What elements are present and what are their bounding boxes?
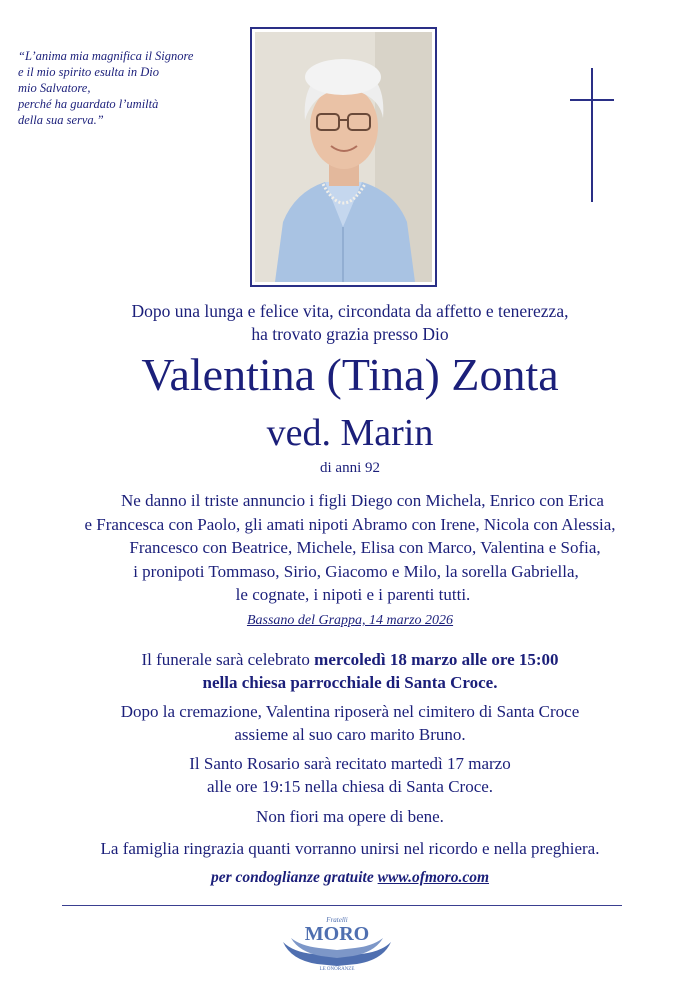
logo-name-text: MORO bbox=[304, 923, 370, 945]
announcement-line: Ne danno il triste annuncio i figli Diego con Michela, Enrico con Erica bbox=[121, 491, 604, 510]
place-date: Bassano del Grappa, 14 marzo 2026 bbox=[246, 613, 454, 628]
logo-bottom-text: LE ONORANZE bbox=[319, 967, 355, 972]
thanks-note: La famiglia ringrazia quanti vorranno unirsi nel ricordo e nella preghiera. bbox=[100, 839, 600, 858]
divider bbox=[62, 905, 622, 906]
quote-line: mio Salvatore, bbox=[18, 81, 91, 95]
funeral-where: nella chiesa parrocchiale di Santa Croce. bbox=[202, 673, 498, 692]
moro-logo bbox=[277, 912, 397, 972]
quote-line: e il mio spirito esulta in Dio bbox=[18, 65, 159, 79]
rosary-line: alle ore 19:15 nella chiesa di Santa Croce. bbox=[206, 777, 494, 796]
age: di anni 92 bbox=[320, 460, 380, 476]
cremation-line: Dopo la cremazione, Valentina riposerà nel cimitero di Santa Croce bbox=[120, 702, 580, 721]
intro-text bbox=[0, 300, 700, 346]
funeral-prefix: Il funerale sarà celebrato bbox=[141, 650, 315, 669]
rosary-line: Il Santo Rosario sarà recitato martedì 17 marzo bbox=[189, 754, 511, 773]
announcement bbox=[0, 489, 700, 607]
quote-line: della sua serva.” bbox=[18, 113, 104, 127]
condolences-prefix: per condoglianze gratuite bbox=[210, 869, 378, 886]
condolences bbox=[0, 866, 700, 889]
portrait-illustration bbox=[255, 32, 432, 282]
announcement-line: le cognate, i nipoti e i parenti tutti. bbox=[235, 585, 471, 604]
announcement-line: i pronipoti Tommaso, Sirio, Giacomo e Milo, la sorella Gabriella, bbox=[133, 561, 579, 581]
intro-line: ha trovato grazia presso Dio bbox=[251, 324, 449, 344]
bible-quote bbox=[18, 48, 243, 128]
announcement-line: Francesco con Beatrice, Michele, Elisa con Marco, Valentina e Sofia, bbox=[129, 538, 601, 557]
rosary-info bbox=[0, 752, 700, 798]
logo-top-text: Fratelli bbox=[326, 916, 348, 924]
funeral-when: mercoledì 18 marzo alle ore 15:00 bbox=[314, 650, 559, 669]
intro-line: Dopo una lunga e felice vita, circondata da affetto e tenerezza, bbox=[131, 301, 569, 321]
cremation-line: assieme al suo caro marito Bruno. bbox=[234, 725, 466, 744]
condolences-link[interactable]: www.ofmoro.com bbox=[377, 869, 490, 886]
funeral-info bbox=[0, 648, 700, 694]
deceased-name: Valentina (Tina) Zonta bbox=[141, 349, 559, 400]
announcement-line: e Francesca con Paolo, gli amati nipoti Abramo con Irene, Nicola con Alessia, bbox=[84, 514, 616, 534]
quote-line: “L’anima mia magnifica il Signore bbox=[18, 49, 194, 63]
hands-logo-icon bbox=[277, 912, 397, 972]
portrait-photo bbox=[255, 32, 432, 282]
flowers-note: Non fiori ma opere di bene. bbox=[256, 807, 444, 826]
married-name: ved. Marin bbox=[266, 412, 434, 454]
portrait-frame bbox=[250, 27, 437, 287]
quote-line: perché ha guardato l’umiltà bbox=[18, 97, 159, 111]
cross-icon bbox=[570, 68, 614, 202]
cremation-info bbox=[0, 700, 700, 746]
